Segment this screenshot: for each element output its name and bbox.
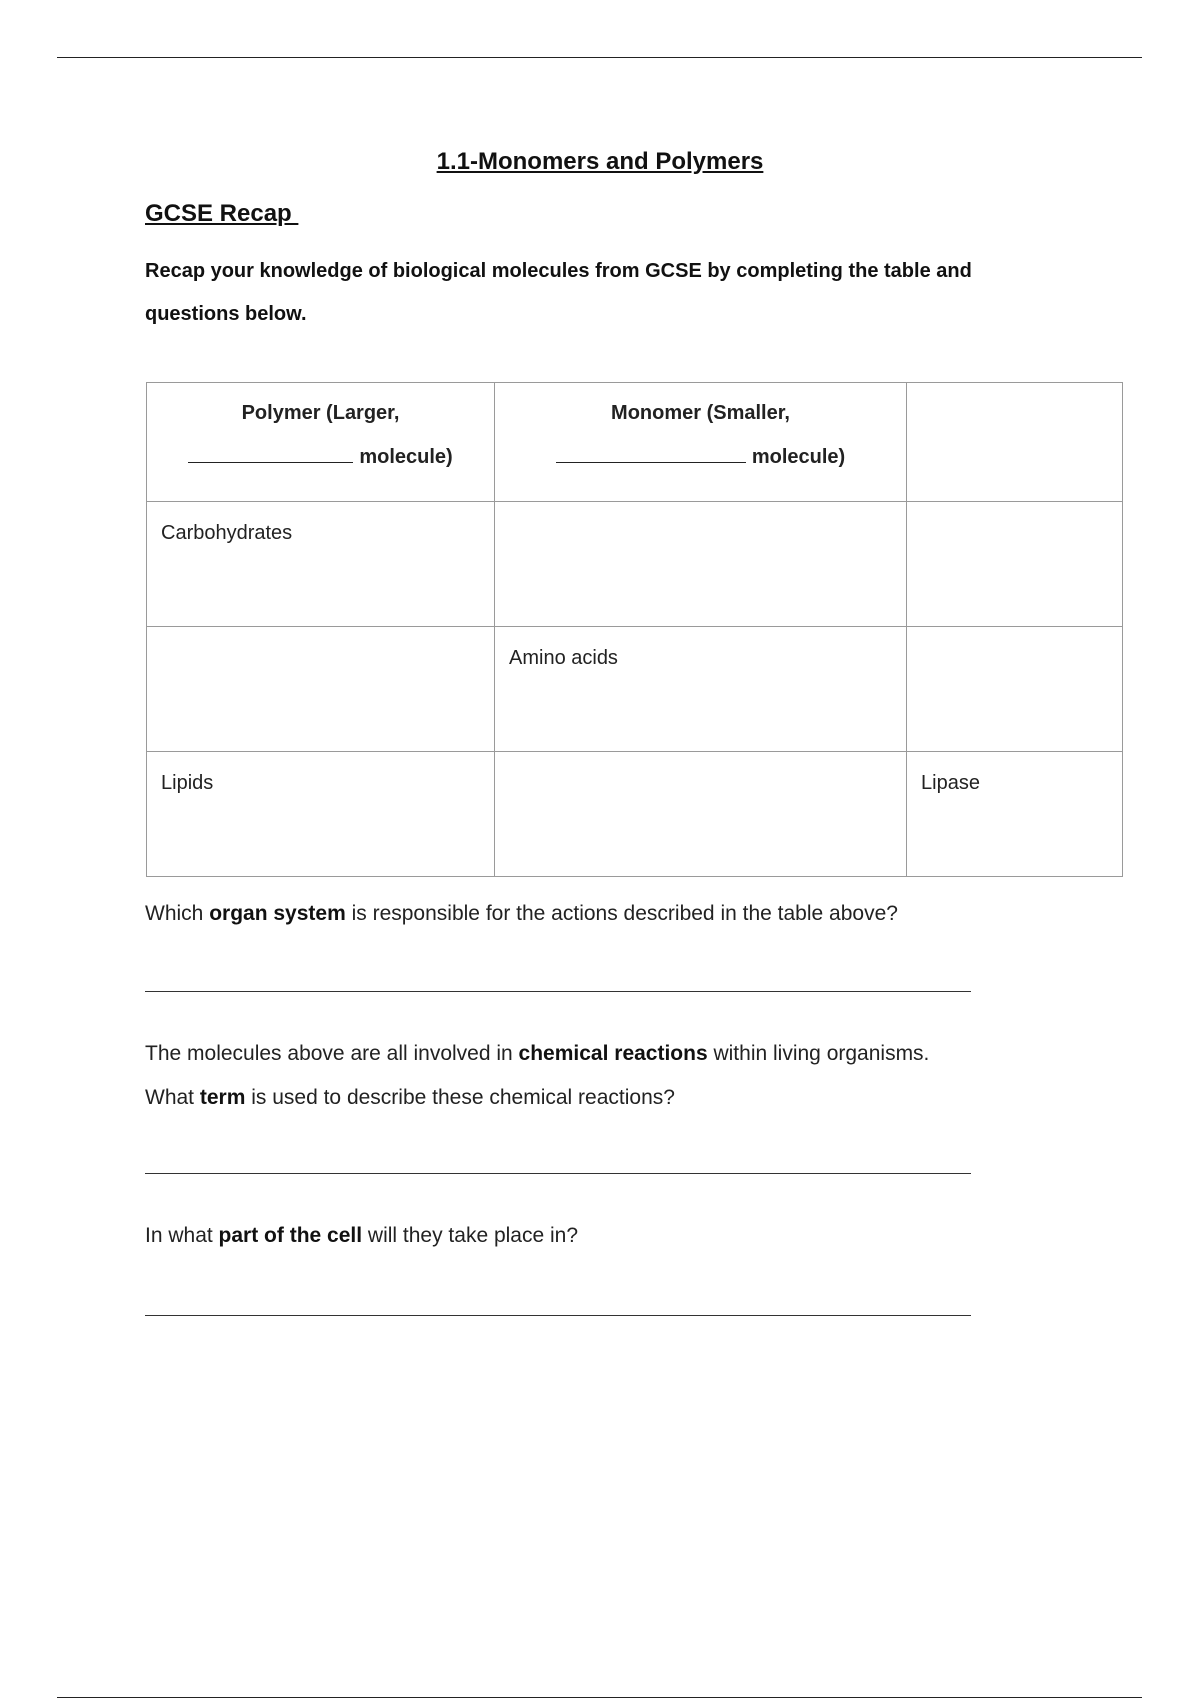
table-cell[interactable] <box>495 752 907 877</box>
table-cell: Lipids <box>147 752 495 877</box>
header-monomer <box>495 383 907 502</box>
header-rule <box>57 57 1142 58</box>
header-polymer <box>147 383 495 502</box>
question-cell-part: In what part of the cell will they take place in? <box>145 1224 579 1247</box>
table-row <box>147 502 1123 627</box>
fill-in-blank[interactable] <box>188 444 353 463</box>
table-cell: Carbohydrates <box>147 502 495 627</box>
question-reactions-line-2: What term is used to describe these chemical reactions? <box>145 1086 675 1109</box>
answer-line[interactable] <box>145 1315 971 1316</box>
instructions-line-2: questions below. <box>145 303 307 325</box>
header-monomer-line-2: molecule) <box>751 446 846 468</box>
fill-in-blank[interactable] <box>556 444 746 463</box>
question-organ-system: Which organ system is responsible for the actions described in the table above? <box>145 902 898 925</box>
instructions <box>145 250 1045 336</box>
answer-line[interactable] <box>145 991 971 992</box>
table-cell[interactable] <box>907 627 1123 752</box>
header-monomer-line-1: Monomer (Smaller, <box>611 402 790 424</box>
table-header-row <box>147 383 1123 502</box>
table-cell: Lipase <box>907 752 1123 877</box>
answer-line[interactable] <box>145 1173 971 1174</box>
instructions-line-1: Recap your knowledge of biological molecules from GCSE by completing the table and <box>145 260 972 282</box>
header-third[interactable] <box>907 383 1123 502</box>
recap-table <box>146 382 1123 877</box>
table-cell[interactable] <box>907 502 1123 627</box>
header-polymer-line-1: Polymer (Larger, <box>241 402 400 424</box>
header-polymer-line-2: molecule) <box>359 446 453 468</box>
table-cell: Amino acids <box>495 627 907 752</box>
table-cell[interactable] <box>147 627 495 752</box>
question-reactions-line-1: The molecules above are all involved in chemical reactions within living organisms. <box>145 1042 930 1065</box>
section-heading: GCSE Recap <box>145 200 299 227</box>
footer-rule <box>57 1697 1142 1698</box>
table-cell[interactable] <box>495 502 907 627</box>
page-title: 1.1-Monomers and Polymers <box>436 148 764 175</box>
table-row <box>147 752 1123 877</box>
table-row <box>147 627 1123 752</box>
